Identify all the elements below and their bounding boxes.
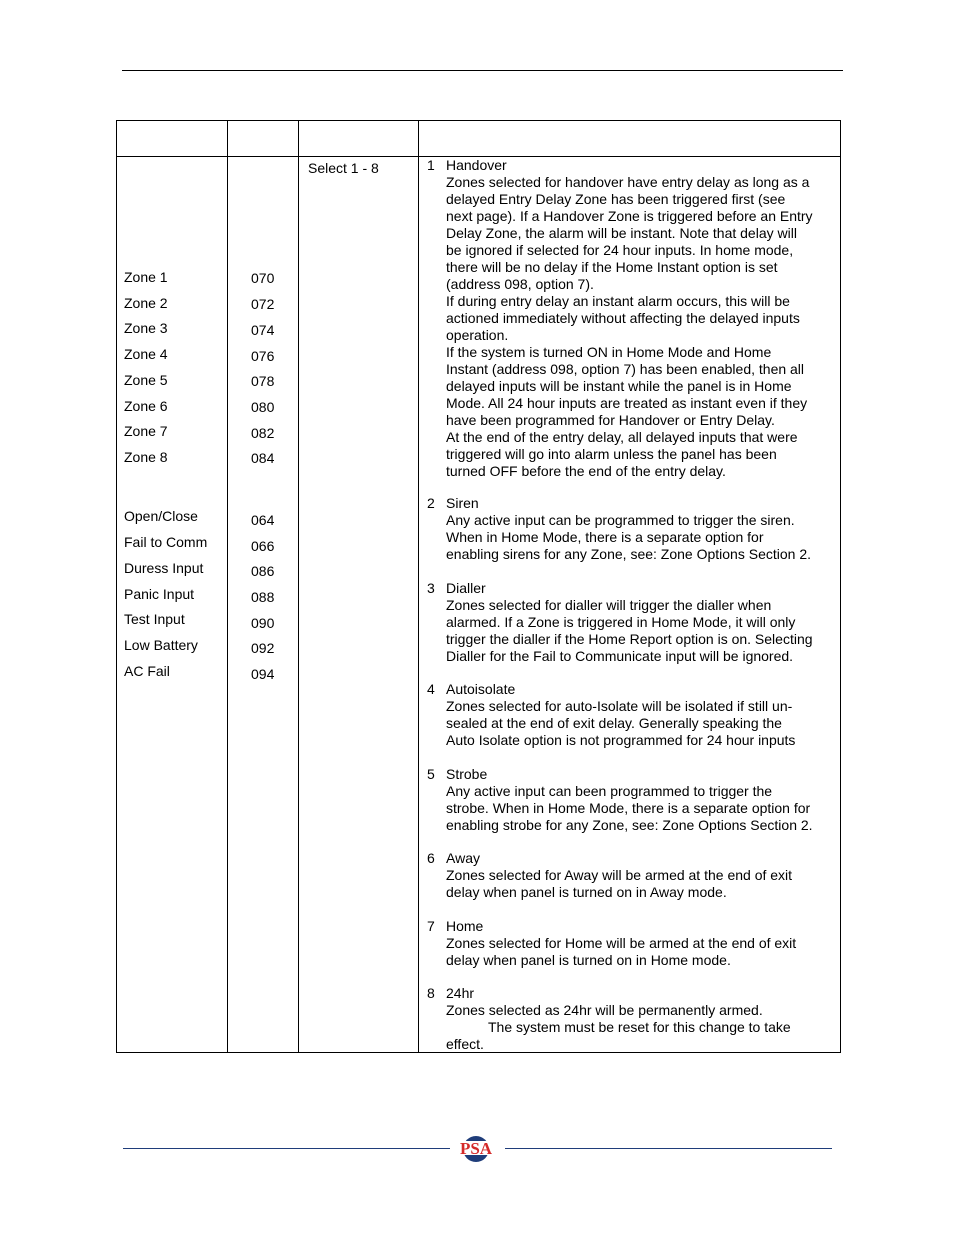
option-line: Zones selected for dialler will trigger the dialler when [446, 597, 772, 613]
zone-label: Zone 5 [124, 372, 168, 388]
option-title: Strobe [446, 766, 488, 782]
option-line: be ignored if selected for 24 hour inputs. In home mode, [446, 242, 794, 258]
option-line: delay when panel is turned on in Away mode. [446, 884, 727, 900]
option-number: 8 [427, 985, 435, 1001]
option-title: Home [446, 918, 484, 934]
option-line: If the system is turned ON in Home Mode and Home [446, 344, 772, 360]
zone-label: Zone 6 [124, 398, 168, 414]
input-label: Test Input [124, 611, 185, 627]
option-line: next page). If a Handover Zone is triggered before an Entry [446, 208, 813, 224]
option-line: enabling strobe for any Zone, see: Zone Options Section 2. [446, 817, 813, 833]
option-line: Mode. All 24 hour inputs are treated as instant even if they [446, 395, 808, 411]
zone-label: Zone 1 [124, 269, 168, 285]
option-number: 1 [427, 157, 435, 173]
input-address: 064 [251, 512, 275, 528]
option-line: effect. [446, 1036, 484, 1052]
input-label: Panic Input [124, 586, 195, 602]
input-address: 086 [251, 563, 275, 579]
input-address: 066 [251, 538, 275, 554]
zone-address: 076 [251, 348, 275, 364]
option-line: Dialler for the Fail to Communicate input will be ignored. [446, 648, 794, 664]
zone-address: 074 [251, 322, 275, 338]
zone-address: 072 [251, 296, 275, 312]
zone-address: 070 [251, 270, 275, 286]
option-line: Auto Isolate option is not programmed for 24 hour inputs [446, 732, 796, 748]
input-address: 090 [251, 615, 275, 631]
column-divider-2 [298, 121, 299, 1052]
zone-label: Zone 7 [124, 423, 168, 439]
option-line: sealed at the end of exit delay. Generally speaking the [446, 715, 782, 731]
footer-rule-left [123, 1148, 450, 1149]
option-dialler [446, 580, 838, 665]
option-line: Delay Zone, the alarm will be instant. Note that delay will [446, 225, 797, 241]
option-line: trigger the dialler if the Home Report option is on. Selecting [446, 631, 813, 647]
psa-logo [454, 1132, 498, 1166]
column-divider-1 [227, 121, 228, 1052]
zone-label: Zone 2 [124, 295, 168, 311]
option-line: delayed Entry Delay Zone has been triggered first (see [446, 191, 786, 207]
option-siren [446, 495, 838, 563]
option-autoisolate [446, 681, 838, 749]
option-title: 24hr [446, 985, 475, 1001]
input-address: 088 [251, 589, 275, 605]
zone-options-table [116, 120, 841, 1053]
psa-logo-mark [454, 1132, 498, 1166]
input-address: 092 [251, 640, 275, 656]
option-number: 6 [427, 850, 435, 866]
option-line: Any active input can be programmed to trigger the siren. [446, 512, 795, 528]
option-line: enabling sirens for any Zone, see: Zone Options Section 2. [446, 546, 811, 562]
option-line: Instant (address 098, option 7) has been enabled, then all [446, 361, 805, 377]
option-away [446, 850, 838, 901]
option-number: 2 [427, 495, 435, 511]
option-handover [446, 157, 838, 480]
column-divider-3 [418, 121, 419, 1052]
option-line: At the end of the entry delay, all delayed inputs that were [446, 429, 798, 445]
option-title: Siren [446, 495, 479, 511]
zone-address: 084 [251, 450, 275, 466]
zone-address: 078 [251, 373, 275, 389]
option-line: strobe. When in Home Mode, there is a separate option for [446, 800, 811, 816]
option-line: have been programmed for Handover or Entry Delay. [446, 412, 775, 428]
input-label: AC Fail [124, 663, 170, 679]
option-line: alarmed. If a Zone is triggered in Home Mode, it will only [446, 614, 796, 630]
zone-address: 080 [251, 399, 275, 415]
option-line: If during entry delay an instant alarm occurs, this will be [446, 293, 790, 309]
input-label: Fail to Comm [124, 534, 208, 550]
input-label: Low Battery [124, 637, 198, 653]
option-number: 7 [427, 918, 435, 934]
zone-label: Zone 3 [124, 320, 168, 336]
option-24hr [446, 985, 838, 1053]
option-title: Handover [446, 157, 507, 173]
option-home [446, 918, 838, 969]
input-label: Duress Input [124, 560, 204, 576]
option-line: (address 098, option 7). [446, 276, 594, 292]
option-title: Autoisolate [446, 681, 516, 697]
option-title: Dialler [446, 580, 486, 596]
option-line: Zones selected as 24hr will be permanently armed. [446, 1002, 763, 1018]
select-range-label: Select 1 - 8 [308, 160, 379, 176]
option-line: When in Home Mode, there is a separate option for [446, 529, 764, 545]
option-number: 4 [427, 681, 435, 697]
option-line: delayed inputs will be instant while the panel is in Home [446, 378, 792, 394]
header-rule [122, 70, 843, 71]
zone-label: Zone 8 [124, 449, 168, 465]
input-address: 094 [251, 666, 275, 682]
footer-rule-right [505, 1148, 832, 1149]
option-line: Zones selected for handover have entry delay as long as a [446, 174, 810, 190]
option-number: 3 [427, 580, 435, 596]
zone-address: 082 [251, 425, 275, 441]
option-line: Zones selected for auto-Isolate will be isolated if still un- [446, 698, 793, 714]
option-line: actioned immediately without affecting the delayed inputs [446, 310, 800, 326]
option-line: Zones selected for Away will be armed at the end of exit [446, 867, 793, 883]
option-line: The system must be reset for this change to take [488, 1019, 791, 1035]
zone-label: Zone 4 [124, 346, 168, 362]
option-line: Any active input can been programmed to trigger the [446, 783, 773, 799]
option-line: turned OFF before the end of the entry delay. [446, 463, 726, 479]
option-title: Away [446, 850, 480, 866]
option-number: 5 [427, 766, 435, 782]
option-line: operation. [446, 327, 509, 343]
option-line: Zones selected for Home will be armed at the end of exit [446, 935, 797, 951]
option-strobe [446, 766, 838, 834]
option-line: there will be no delay if the Home Instant option is set [446, 259, 778, 275]
option-line: triggered will go into alarm unless the panel has been [446, 446, 777, 462]
input-label: Open/Close [124, 508, 198, 524]
option-line: delay when panel is turned on in Home mode. [446, 952, 731, 968]
psa-logo-text: PSA [459, 1139, 493, 1158]
